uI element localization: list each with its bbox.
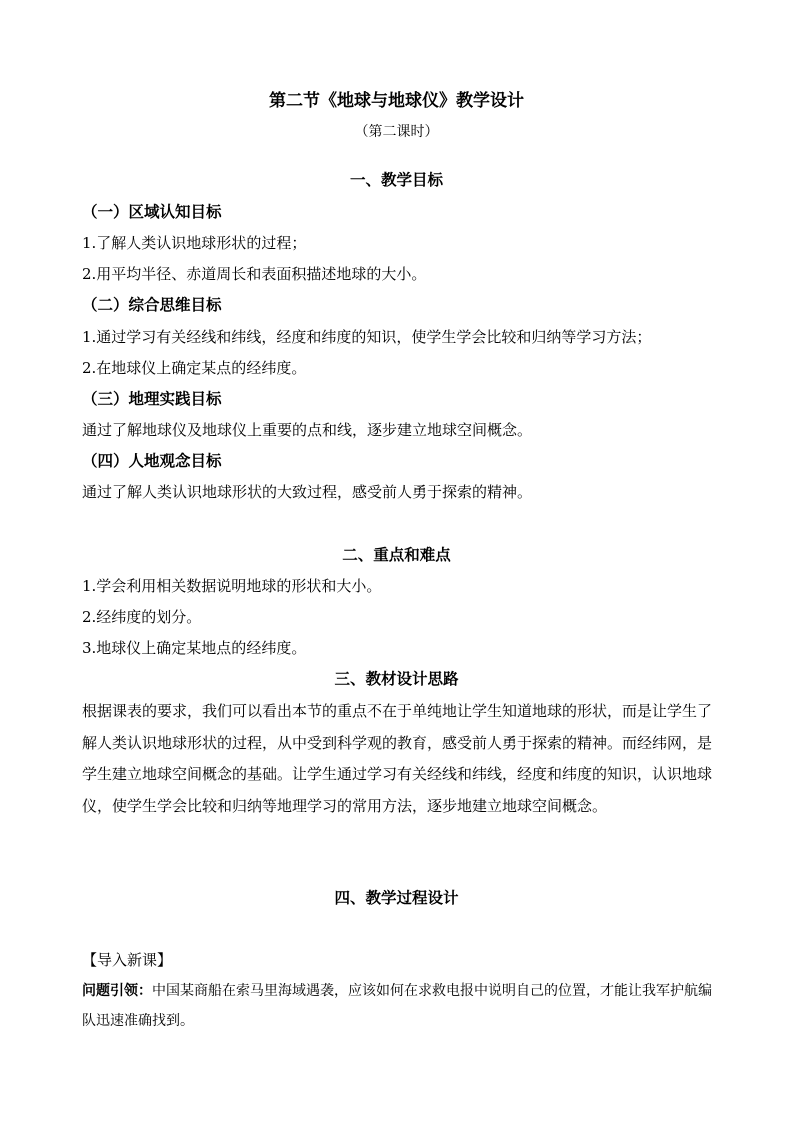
section-heading-design-ideas: 三、教材设计思路 [334, 669, 459, 688]
list-item: 3.地球仪上确定某地点的经纬度。 [82, 639, 307, 657]
subsection-heading-human-earth-concept: （四）人地观念目标 [82, 451, 222, 470]
section-heading-key-points: 二、重点和难点 [342, 545, 451, 564]
section-heading-objectives: 一、教学目标 [349, 170, 443, 189]
question-paragraph [82, 976, 712, 1036]
document-subtitle: （第二课时） [354, 124, 439, 140]
design-ideas-paragraph: 根据课表的要求，我们可以看出本节的重点不在于单纯地让学生知道地球的形状，而是让学生了解人类认识地球形状的过程，从中受到科学观的教育，感受前人勇于探索的精神。而经纬网，是学生建立地球空间概念的基础。让学生通过学习有关经线和纬线，经度和纬度的知识，认识地球仪，使学生学会比较和归纳等地理学习的常用方法，逐步地建立地球空间概念。 [82, 702, 713, 815]
document-title: 第二节《地球与地球仪》教学设计 [269, 91, 524, 111]
subsection-heading-comprehensive-thinking: （二）综合思维目标 [82, 295, 222, 314]
list-item: 通过了解人类认识地球形状的大致过程，感受前人勇于探索的精神。 [82, 483, 533, 501]
subsection-heading-geographic-practice: （三）地理实践目标 [82, 389, 222, 408]
intro-label: 【导入新课】 [82, 951, 173, 969]
list-item: 1.了解人类认识地球形状的过程； [82, 234, 307, 252]
question-text: 中国某商船在索马里海域遇袭，应该如何在求救电报中说明自己的位置，才能让我军护航编队迅速准确找到。 [82, 983, 712, 1029]
list-item: 1.学会利用相关数据说明地球的形状和大小。 [82, 577, 382, 595]
list-item: 1.通过学习有关经线和纬线，经度和纬度的知识，使学生学会比较和归纳等学习方法； [82, 328, 652, 346]
question-label: 问题引领： [82, 983, 152, 999]
section-heading-teaching-process: 四、教学过程设计 [334, 888, 459, 907]
list-item: 通过了解地球仪及地球仪上重要的点和线，逐步建立地球空间概念。 [82, 421, 533, 439]
subsection-heading-regional-cognition: （一）区域认知目标 [82, 202, 222, 221]
list-item: 2.在地球仪上确定某点的经纬度。 [82, 359, 307, 377]
list-item: 2.用平均半径、赤道周长和表面积描述地球的大小。 [82, 265, 427, 283]
list-item: 2.经纬度的划分。 [82, 608, 202, 626]
